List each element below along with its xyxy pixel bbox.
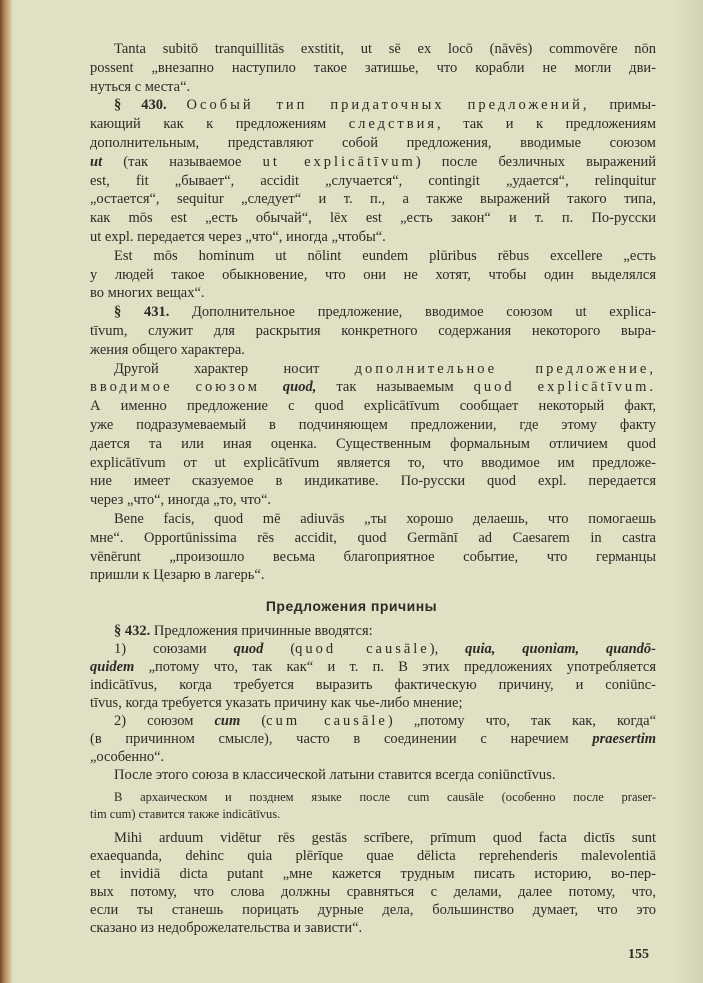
spaced-term: quod explicātīvum. [473,379,656,396]
section-number: § 431. [114,304,193,321]
text-run: если ты станешь порицать дурные дела, большинство думает, что это [90,902,656,918]
spaced-term: ut explicātīvum [262,153,416,170]
text-run: , так и к предложениям [437,116,657,133]
text-run: вых потому, что слова должны сравняться с делами, далее потому, что, [90,884,656,900]
text-run: tīvum, служит для раскрытия конкретного содержания некоторого выра- [90,322,656,339]
text-line [90,622,656,640]
text-line [90,730,656,748]
text-run: vēnērunt „произошло весьма благоприятное событие, что германцы [90,548,656,565]
text-run: et invidiā dicta putant „мне кажется трудным писать историю, во-пер- [90,866,656,882]
text-line [90,78,656,97]
text-line [90,209,656,228]
text-run: ) после безличных выражений [415,153,656,170]
text-line [90,548,656,567]
text-run: tim cum) ставится также indicātīvus. [90,807,281,821]
text-run: через „что“, иногда „то, что“. [90,492,272,509]
text-run: (так называемое [102,153,263,170]
text-run: уже подразумеваемый в подчиняющем предложении, где этому факту [90,416,656,433]
text-line [90,748,656,766]
text-run: дополнительным, представляют собой предложения, вводимые союзом [90,134,656,151]
text-line [90,378,656,397]
text-run: ), [429,641,466,657]
text-line [90,40,656,59]
text-line [90,472,656,491]
text-run: как mōs est „есть обычай“, lēx est „есть закон“ и т. п. По-русски [90,210,656,227]
emphasized-term: quidem [90,659,135,675]
page-binding-edge [0,0,12,983]
text-line [90,115,656,134]
spaced-term: Особый тип придаточных предложений, [186,97,590,114]
text-block-section-432 [90,622,656,784]
text-line [90,59,656,78]
text-run: Mihi arduum vidētur rēs gestās scrībere, prīmum quod facta dictīs sunt [114,830,656,846]
text-run: explicātīvum от ut explicātīvum является то, что вводимое им предложе- [90,454,656,471]
emphasized-term: praesertim [592,731,656,747]
text-run: Bene facis, quod mē adiuvās „ты хорошо делаешь, что помогаешь [114,510,656,527]
text-run: у людей такое обыкновение, что они не хотят, чтобы один выделялся [90,266,656,283]
text-run: кающий как к предложениям [90,116,349,133]
text-line [90,341,656,360]
text-run: 1) союзами [114,641,234,657]
spaced-term: quod causāle [295,641,430,657]
emphasized-term: cum [214,713,241,729]
text-run: ние имеет сказуемое в индикативе. По-русски quod expl. передается [90,473,656,490]
spaced-term: следствия [348,116,438,133]
emphasized-term: ut [90,153,103,170]
text-line [90,566,656,585]
text-run: жения общего характера. [90,341,245,358]
text-line [90,694,656,712]
text-run: ) „потому что, так как, когда“ [387,713,657,729]
text-line [90,360,656,379]
text-run: Дополнительное предложение, вводимое союзом ut explica- [192,304,656,321]
text-block-sections-430-431 [90,40,656,585]
text-line [90,865,656,883]
text-run: ( [240,713,267,729]
text-run: „остается“, sequitur „следует“ и т. п., а также выражений такого типа, [90,191,656,208]
text-line [90,416,656,435]
text-run: Tanta subitō tranquillitās exstitit, ut sē ex locō (nāvēs) commovēre nōn [114,41,656,57]
footnote-remark [90,789,656,823]
text-line [90,510,656,529]
text-line [90,829,656,847]
text-run: (в причинном смысле), часто в соединении с наречием [90,731,593,747]
text-line [90,454,656,473]
section-heading: Предложения причины [265,598,438,614]
text-run: мне“. Opportūnissima rēs accidit, quod Germānī ad Caesarem in castra [90,529,656,546]
text-line [90,529,656,548]
text-run: дается та или иная оценка. Существенным формальным отличием quod [90,435,656,452]
page-number: 155 [628,947,649,962]
text-run: В архаическом и позднем языке после cum causāle (особенно после praser- [114,790,656,804]
text-line [90,435,656,454]
text-line [90,640,656,658]
text-run: А именно предложение с quod explicātīvum сообщает некоторый факт, [90,398,656,415]
text-run: ( [263,641,296,657]
text-run: нуться с места“. [90,78,191,95]
text-line [90,766,656,784]
text-run: сказано из недоброжелательства и зависти“. [90,920,363,936]
text-line [90,190,656,209]
text-run: После этого союза в классической латыни ставится всегда coniūnctīvus. [114,767,556,783]
emphasized-term: quod [233,641,264,657]
text-run: во многих вещах“. [90,285,205,302]
text-line [90,96,656,115]
text-run: Предложения причинные вводятся: [153,623,373,639]
spaced-term: вводимое союзом [90,379,283,396]
text-line [90,676,656,694]
text-run: примы- [589,97,656,114]
text-run: Est mōs hominum ut nōlint eundem plūribus rēbus excellere „есть [114,247,656,264]
page-shadow [673,0,703,983]
text-line [90,322,656,341]
text-line [90,153,656,172]
text-line [90,134,656,153]
text-line [90,806,656,823]
text-run: ut expl. передается через „что“, иногда „чтобы“. [90,228,386,245]
text-run: indicātīvus, когда требуется выразить фактическую причину, и coniūnc- [90,677,656,693]
text-line [90,247,656,266]
text-line [90,266,656,285]
text-line [90,789,656,806]
spaced-term: cum causāle [266,713,388,729]
text-line [90,172,656,191]
text-line [90,658,656,676]
section-number: § 430. [114,97,187,114]
text-line [90,883,656,901]
example-paragraph [90,829,656,937]
emphasized-term: quia, quoniam, quandō- [465,641,656,657]
text-line [90,284,656,303]
text-run: „потому что, так как“ и т. п. В этих предложениях употребляется [134,659,656,675]
text-line [90,919,656,937]
text-run: est, fit „бывает“, accidit „случается“, contingit „удается“, relinquitur [90,172,656,189]
text-line [90,901,656,919]
text-run: exaequanda, dehinc quia plērīque quae dēlicta reprehenderis malevolentiā [90,848,656,864]
text-run: Другой характер носит [114,360,355,377]
text-line [90,847,656,865]
text-line [90,397,656,416]
text-line [90,491,656,510]
text-run: так называемым [316,379,474,396]
text-run: 2) союзом [114,713,215,729]
text-line [90,303,656,322]
text-line [90,228,656,247]
section-number: § 432. [114,623,154,639]
emphasized-term: quod, [282,379,317,396]
text-run: possent „внезапно наступило такое затишье, что корабли не могли дви- [90,59,656,76]
spaced-term: дополнительное предложение, [354,360,656,377]
text-run: tīvus, когда требуется указать причину как чье-либо мнение; [90,695,463,711]
text-run: „особенно“. [90,749,165,765]
text-run: пришли к Цезарю в лагерь“. [90,567,265,584]
text-line [90,712,656,730]
